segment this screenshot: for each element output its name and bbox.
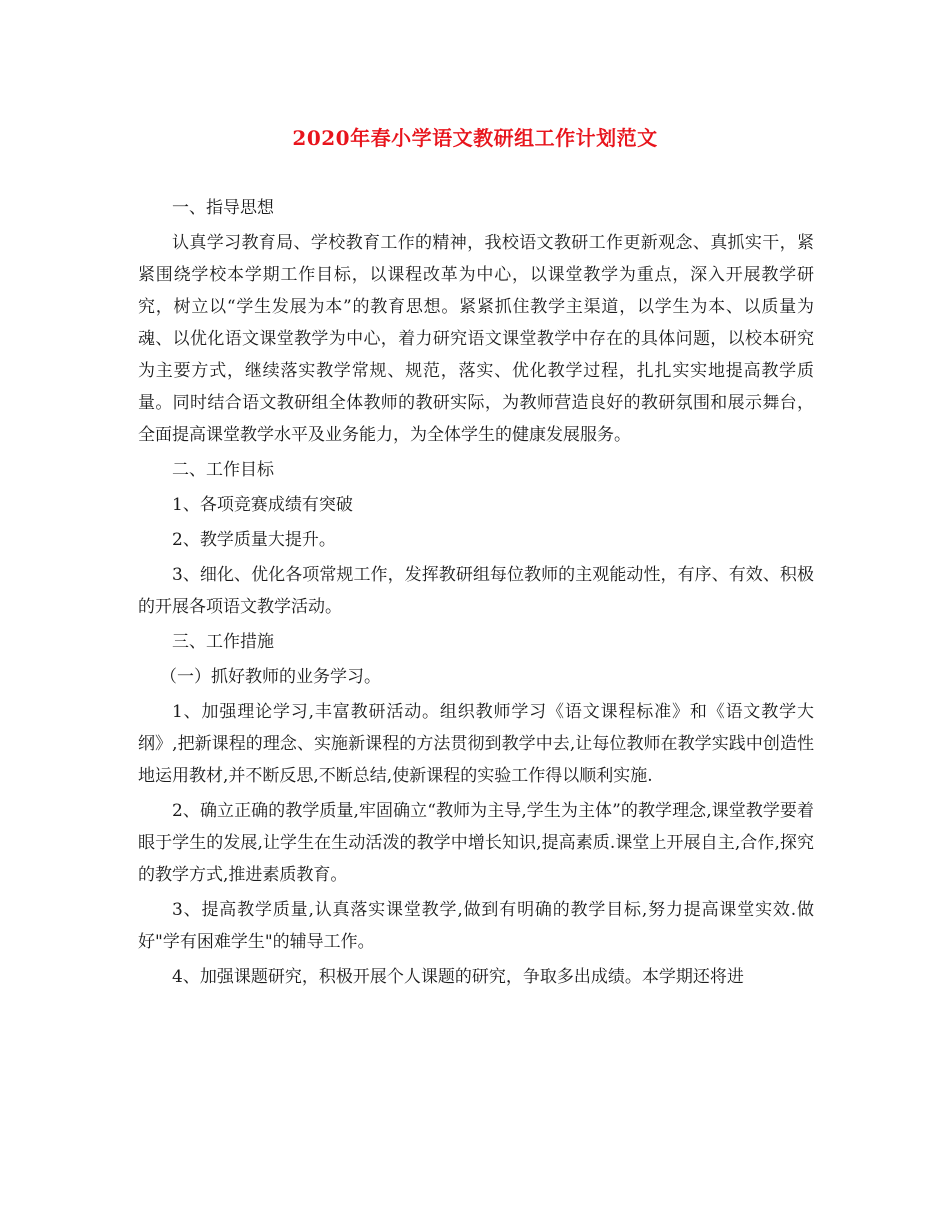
section-heading-work-goals: 二、工作目标 bbox=[172, 460, 274, 480]
measure-item-1: 1、加强理论学习,丰富教研活动。组织教师学习《语文课程标准》和《语文教学大纲》,把新课程的理念、实施新课程的方法贯彻到教学中去,让每位教师在教学实践中创造性地运用教材,并不断反思,不断总结,使新课程的实验工作得以顺利实施. bbox=[138, 702, 814, 786]
goal-item-3: 3、细化、优化各项常规工作，发挥教研组每位教师的主观能动性，有序、有效、积极的开展各项语文教学活动。 bbox=[138, 565, 814, 617]
document-body bbox=[138, 192, 814, 996]
document-title: 2020年春小学语文教研组工作计划范文 bbox=[292, 126, 658, 150]
section-heading-work-measures: 三、工作措施 bbox=[172, 632, 274, 652]
paragraph-guiding-ideology: 认真学习教育局、学校教育工作的精神，我校语文教研工作更新观念、真抓实干，紧紧围绕学校本学期工作目标，以课程改革为中心，以课堂教学为重点，深入开展教学研究，树立以“学生发展为本”的教育思想。紧紧抓住教学主渠道，以学生为本、以质量为魂、以优化语文课堂教学为中心，着力研究语文课堂教学中存在的具体问题，以校本研究为主要方式，继续落实教学常规、规范，落实、优化教学过程，扎扎实实地提高教学质量。同时结合语文教研组全体教师的教研实际，为教师营造良好的教研氛围和展示舞台，全面提高课堂教学水平及业务能力，为全体学生的健康发展服务。 bbox=[138, 233, 814, 445]
goal-item-1: 1、各项竞赛成绩有突破 bbox=[172, 495, 353, 515]
goal-item-2: 2、教学质量大提升。 bbox=[172, 530, 336, 550]
measure-item-3: 3、提高教学质量,认真落实课堂教学,做到有明确的教学目标,努力提高课堂实效.做好"学有困难学生"的辅导工作。 bbox=[138, 900, 814, 952]
section-heading-guiding-ideology: 一、指导思想 bbox=[172, 198, 274, 218]
subsection-heading-teacher-study: （一）抓好教师的业务学习。 bbox=[160, 667, 381, 687]
measure-item-2: 2、确立正确的教学质量,牢固确立“教师为主导,学生为主体”的教学理念,课堂教学要着眼于学生的发展,让学生在生动活泼的教学中增长知识,提高素质.课堂上开展自主,合作,探究的教学方式,推进素质教育。 bbox=[138, 801, 814, 885]
measure-item-4: 4、加强课题研究，积极开展个人课题的研究，争取多出成绩。本学期还将进 bbox=[172, 967, 744, 987]
